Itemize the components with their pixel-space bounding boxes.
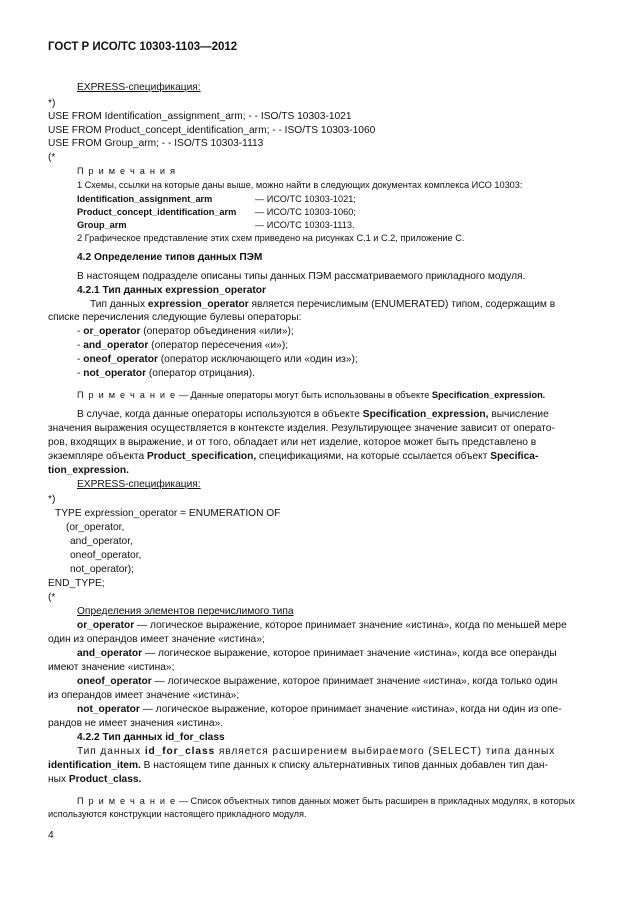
- list-item: - and_operator (оператор пересечения «и»);: [77, 340, 289, 351]
- code-close-2: (*: [48, 592, 56, 603]
- def-not-line-1: not_operator — логическое выражение, которое принимает значение «истина», когда ни один из опе-: [77, 704, 562, 715]
- def-oneof-line-1: oneof_operator — логическое выражение, которое принимает значение «истина», когда только один: [77, 676, 558, 687]
- para-2-line-4: экземпляре объекта Product_specification, спецификациями, на которые ссылается объект Specifica-: [48, 451, 539, 462]
- code-enum-1: (or_operator,: [66, 522, 125, 533]
- ref-code-3: — ИСО/ТС 10303-1113.: [255, 220, 355, 230]
- section-heading-4-2-2: 4.2.2 Тип данных id_for_class: [77, 732, 225, 743]
- definitions-title: Определения элементов перечислимого типа: [77, 606, 294, 617]
- ref-name-1: Identification_assignment_arm: [77, 194, 213, 204]
- para-2-line-1: В случае, когда данные операторы используются в объекте Specification_expression, вычисление: [77, 409, 549, 420]
- code-enum-2: and_operator,: [70, 536, 133, 547]
- code-close: (*: [48, 152, 56, 163]
- para-3-line-1: Тип данных id_for_class является расширением выбираемого (SELECT) типа данных: [77, 746, 556, 757]
- para-2-line-2: значения выражения осуществляется в контексте изделия. Результирующее значение зависит от операто-: [48, 423, 555, 434]
- code-use-3: USE FROM Group_arm; - - ISO/TS 10303-1113: [48, 138, 264, 149]
- ref-code-2: — ИСО/ТС 10303-1060;: [255, 207, 356, 217]
- code-end-type: END_TYPE;: [48, 578, 105, 589]
- list-item: - not_operator (оператор отрицания).: [77, 368, 255, 379]
- ref-name-3: Group_arm: [77, 220, 127, 230]
- para-3-line-2: identification_item. В настоящем типе данных к списку альтернативных типов данных добавлен тип дан-: [48, 760, 548, 771]
- page-number: 4: [48, 830, 54, 841]
- para-2-line-3: ров, входящих в выражение, и от того, обладает или нет изделие, которое может быть представлено в: [48, 437, 537, 448]
- code-use-1: USE FROM Identification_assignment_arm; - - ISO/TS 10303-1021: [48, 111, 352, 122]
- para-2-line-5: tion_expression.: [48, 465, 129, 476]
- def-or-line-1: or_operator — логическое выражение, которое принимает значение «истина», когда по меньшей мере: [77, 620, 567, 631]
- def-or-line-2: один из операндов имеет значение «истина»;: [48, 634, 265, 645]
- para-1-line-1: Тип данных expression_operator является перечислимым (ENUMERATED) типом, содержащим в: [90, 299, 556, 310]
- section-heading-4-2-1: 4.2.1 Тип данных expression_operator: [77, 285, 266, 296]
- note-operators: П р и м е ч а н и е — Данные операторы могут быть использованы в объекте Specification_expression.: [77, 390, 546, 400]
- express-spec-label: EXPRESS-спецификация:: [77, 82, 201, 93]
- code-use-2: USE FROM Product_concept_identification_arm; - - ISO/TS 10303-1060: [48, 125, 376, 136]
- section-intro: В настоящем подразделе описаны типы данных ПЭМ рассматриваемого прикладного модуля.: [77, 271, 526, 282]
- note-extension-line-1: П р и м е ч а н и е — Список объектных типов данных может быть расширен в прикладных модулях, в которых: [77, 796, 576, 806]
- section-heading-4-2: 4.2 Определение типов данных ПЭМ: [77, 252, 263, 263]
- def-oneof-line-2: из операндов имеет значение «истина»;: [48, 690, 240, 701]
- def-not-line-2: рандов не имеет значения «истина».: [48, 718, 224, 729]
- notes-title: П р и м е ч а н и я: [77, 166, 177, 176]
- list-item: - oneof_operator (оператор исключающего или «один из»);: [77, 354, 358, 365]
- express-spec-label-2: EXPRESS-спецификация:: [77, 479, 201, 490]
- def-and-line-1: and_operator — логическое выражение, которое принимает значение «истина», когда все операнды: [77, 648, 557, 659]
- note-extension-line-2: используются конструкции настоящего прикладного модуля.: [48, 809, 307, 819]
- para-1-line-2: списке перечисления следующие булевы операторы:: [48, 312, 302, 323]
- document-header: ГОСТ Р ИСО/ТС 10303-1103—2012: [48, 41, 238, 53]
- code-enum-4: not_operator);: [70, 564, 134, 575]
- def-and-line-2: имеют значение «истина»;: [48, 662, 175, 673]
- code-enum-3: oneof_operator,: [70, 550, 142, 561]
- note-1: 1 Схемы, ссылки на которые даны выше, можно найти в следующих документах комплекса ИСО 10303:: [77, 180, 523, 190]
- ref-name-2: Product_concept_identification_arm: [77, 207, 237, 217]
- code-type-line: TYPE expression_operator = ENUMERATION OF: [55, 508, 281, 519]
- ref-code-1: — ИСО/ТС 10303-1021;: [255, 194, 356, 204]
- para-3-line-3: ных Product_class.: [48, 774, 142, 785]
- code-open-2: *): [48, 494, 56, 505]
- list-item: - or_operator (оператор объединения «или»);: [77, 326, 294, 337]
- code-open: *): [48, 98, 56, 109]
- note-2: 2 Графическое представление этих схем приведено на рисунках С.1 и С.2, приложение С.: [77, 233, 465, 243]
